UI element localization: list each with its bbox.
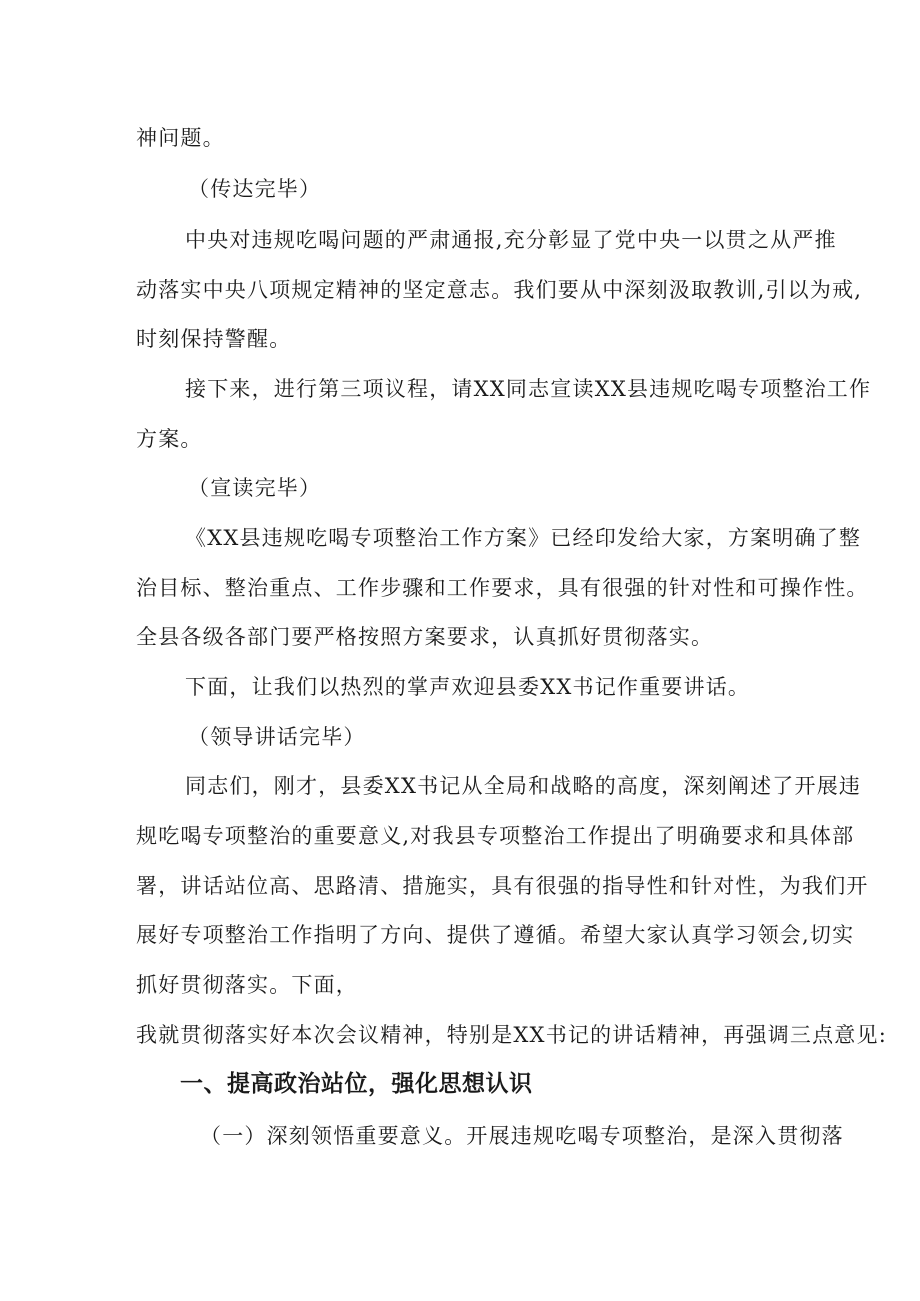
text-line: 时刻保持警醒。: [136, 327, 292, 351]
text-line: 接下来，进行第三项议程，请XX同志宣读XX县违规吃喝专项整治工作: [185, 377, 872, 401]
text-line: （领导讲话完毕）: [188, 725, 366, 749]
text-line: 规吃喝专项整治的重要意义,对我县专项整治工作提出了明确要求和具体部: [136, 824, 855, 848]
text-line: 展好专项整治工作指明了方向、提供了遵循。希望大家认真学习领会,切实: [136, 923, 855, 947]
section-heading: 一、提高政治站位，强化思想认识: [180, 1071, 533, 1097]
text-line: 抓好贯彻落实。下面，: [136, 973, 358, 997]
text-line: （宣读完毕）: [188, 476, 322, 500]
text-line: 署，讲话站位高、思路清、措施实，具有很强的指导性和针对性，为我们开: [136, 874, 869, 898]
text-line: 方案。: [136, 427, 203, 451]
text-line: 同志们，刚才，县委XX书记从全局和战略的高度，深刻阐述了开展违: [185, 774, 862, 798]
text-line: （传达完毕）: [188, 177, 322, 201]
text-line: 全县各级各部门要严格按照方案要求，认真抓好贯彻落实。: [136, 625, 714, 649]
text-line: 动落实中央八项规定精神的坚定意志。我们要从中深刻汲取教训,引以为戒,: [136, 278, 863, 302]
text-line: 下面，让我们以热烈的掌声欢迎县委XX书记作重要讲话。: [185, 675, 751, 699]
text-line: 神问题。: [136, 126, 225, 150]
text-line: 我就贯彻落实好本次会议精神，特别是XX书记的讲话精神，再强调三点意见:: [136, 1023, 887, 1047]
text-line: （一）深刻领悟重要意义。开展违规吃喝专项整治，是深入贯彻落: [200, 1124, 844, 1148]
text-line: 中央对违规吃喝问题的严肃通报,充分彰显了党中央一以贯之从严推: [185, 228, 837, 252]
text-line: 《XX县违规吃喝专项整治工作方案》已经印发给大家，方案明确了整: [185, 526, 862, 550]
text-line: 治目标、整治重点、工作步骤和工作要求，具有很强的针对性和可操作性。: [136, 576, 869, 600]
